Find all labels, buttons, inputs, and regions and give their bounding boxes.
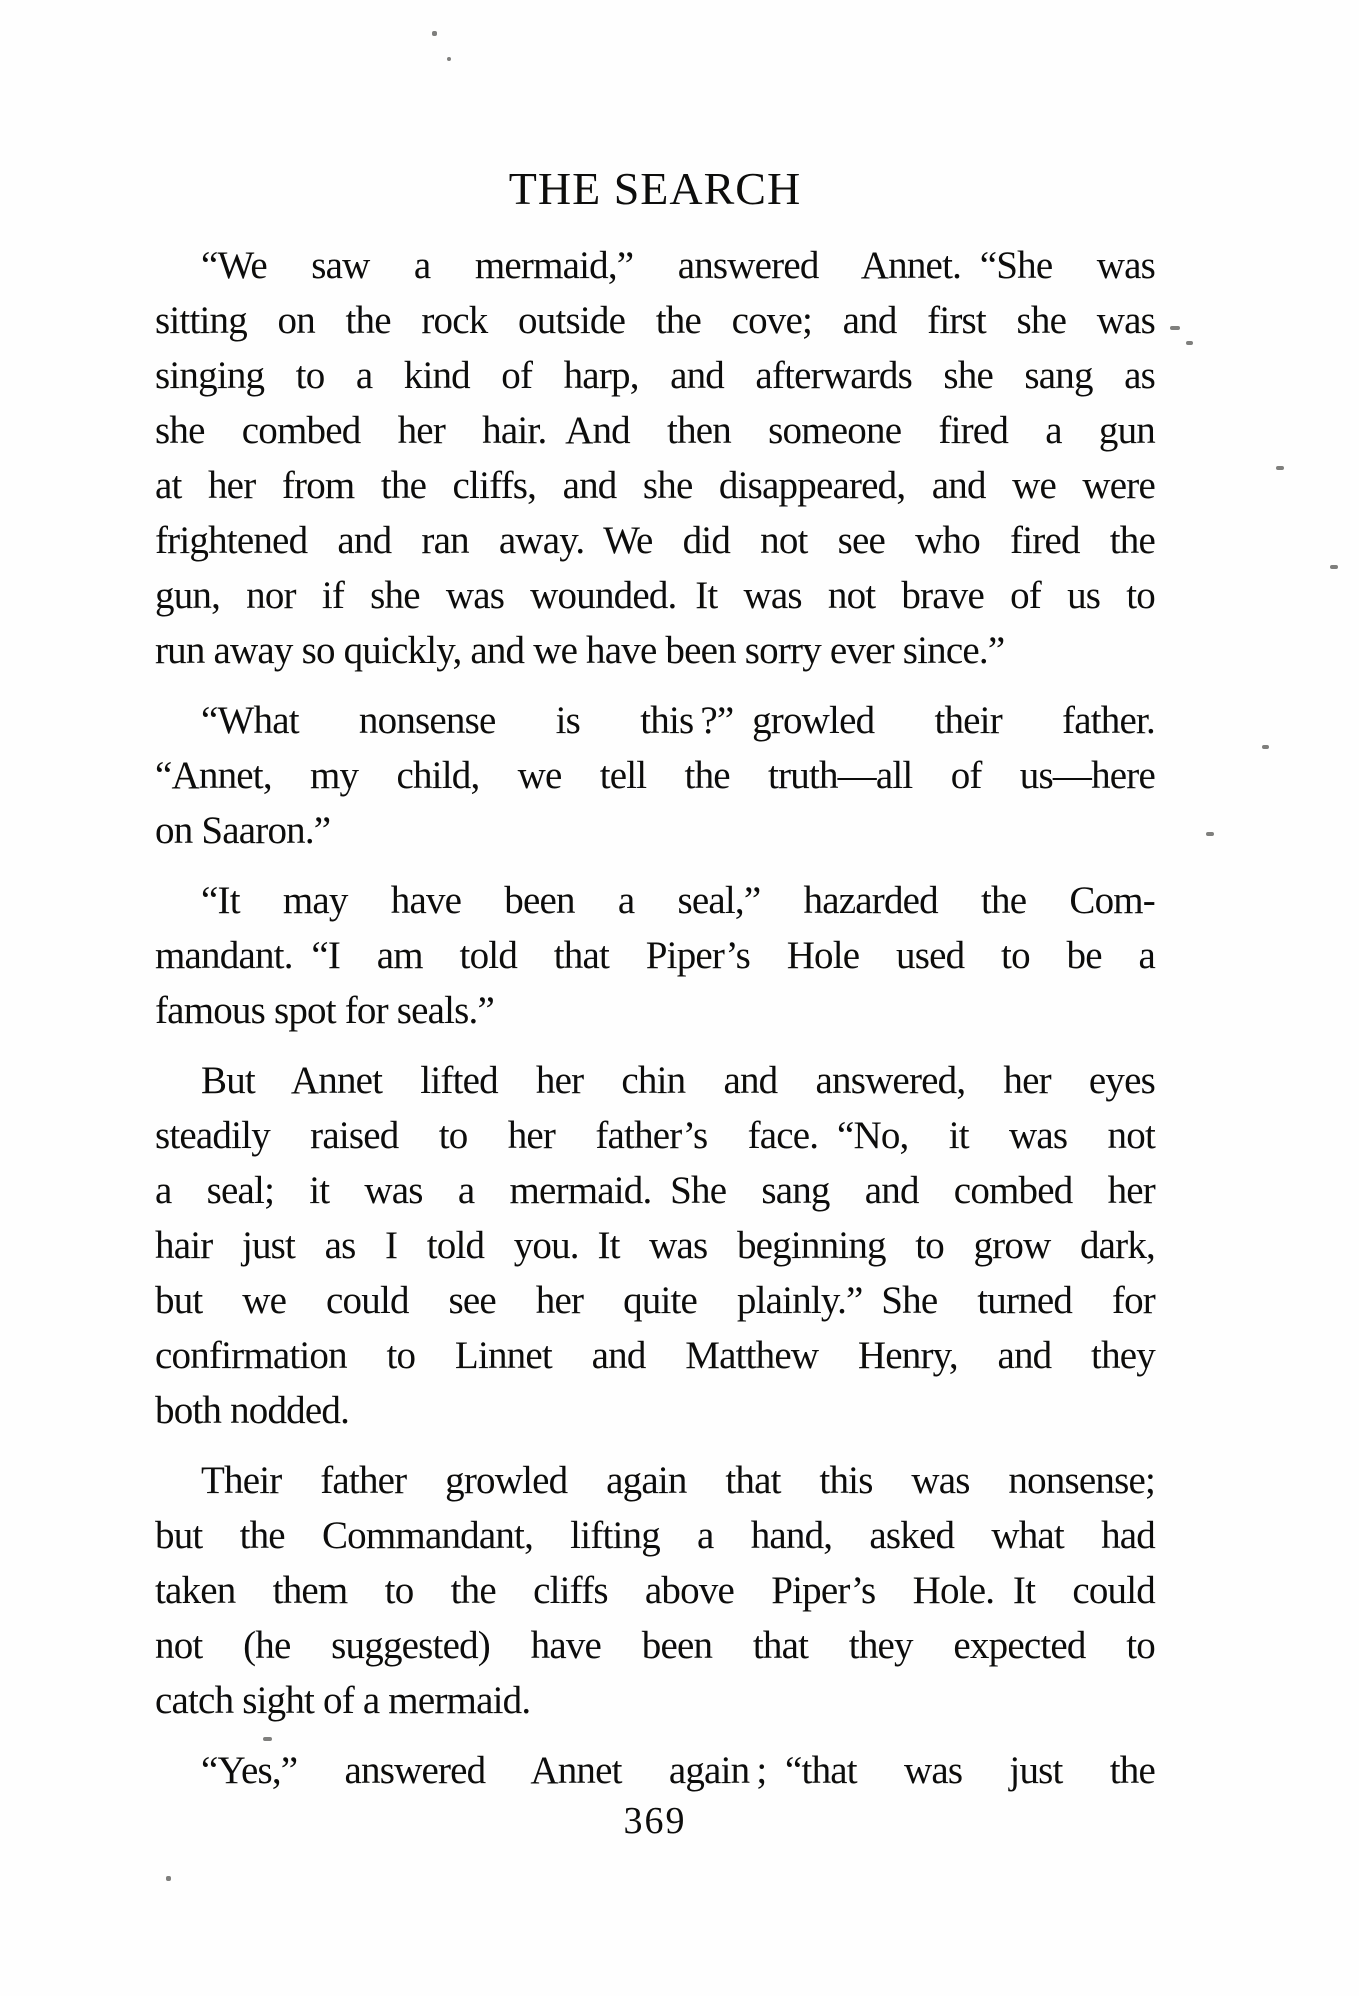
text-line: not (he suggested) have been that they expected to [155,1624,1155,1667]
text-line: singing to a kind of harp, and afterwards she sang as [155,354,1155,397]
text-line: she combed her hair. And then someone fired a gun [155,409,1155,452]
text-line: “What nonsense is this ?” growled their father. [201,699,1155,742]
text-line: but we could see her quite plainly.” She turned for [155,1279,1155,1322]
body-text [155,238,1155,1798]
chapter-title: THE SEARCH [508,163,802,214]
page-number: 369 [623,1800,687,1842]
text-line: But Annet lifted her chin and answered, her eyes [201,1059,1155,1102]
paragraph [155,238,1155,678]
paragraph [155,1453,1155,1728]
scan-speck [1276,466,1284,470]
text-line: mandant. “I am told that Piper’s Hole used to be a [155,934,1155,977]
text-line: on Saaron.” [155,809,331,852]
paragraph [155,873,1155,1038]
scan-speck [263,1737,272,1741]
text-line: “Yes,” answered Annet again ; “that was just the [201,1749,1155,1792]
text-line: sitting on the rock outside the cove; and first she was [155,299,1155,342]
text-line: a seal; it was a mermaid. She sang and combed her [155,1169,1155,1212]
text-line: run away so quickly, and we have been sorry ever since.” [155,629,1005,672]
text-line: “It may have been a seal,” hazarded the Com- [201,879,1155,922]
scan-speck [1330,565,1338,569]
scan-speck [1186,341,1193,345]
text-line: steadily raised to her father’s face. “No, it was not [155,1114,1155,1157]
scan-speck [166,1876,171,1881]
text-line: catch sight of a mermaid. [155,1679,531,1722]
paragraph [155,1053,1155,1438]
text-line: “Annet, my child, we tell the truth—all of us—here [155,754,1155,797]
text-line: “We saw a mermaid,” answered Annet. “She was [201,244,1155,287]
text-line: famous spot for seals.” [155,989,495,1032]
scan-speck [1170,326,1180,330]
text-line: but the Commandant, lifting a hand, asked what had [155,1514,1155,1557]
text-line: at her from the cliffs, and she disappeared, and we were [155,464,1155,507]
scan-speck [1206,832,1214,836]
paragraph [155,693,1155,858]
text-line: Their father growled again that this was nonsense; [201,1459,1155,1502]
text-line: frightened and ran away. We did not see who fired the [155,519,1155,562]
text-line: taken them to the cliffs above Piper’s Hole. It could [155,1569,1155,1612]
scan-speck [1262,745,1269,749]
scan-speck [447,57,451,61]
text-line: gun, nor if she was wounded. It was not brave of us to [155,574,1155,617]
text-line: hair just as I told you. It was beginning to grow dark, [155,1224,1155,1267]
text-line: confirmation to Linnet and Matthew Henry, and they [155,1334,1155,1377]
scan-speck [432,31,437,36]
text-line: both nodded. [155,1389,350,1432]
paragraph [155,1743,1155,1798]
